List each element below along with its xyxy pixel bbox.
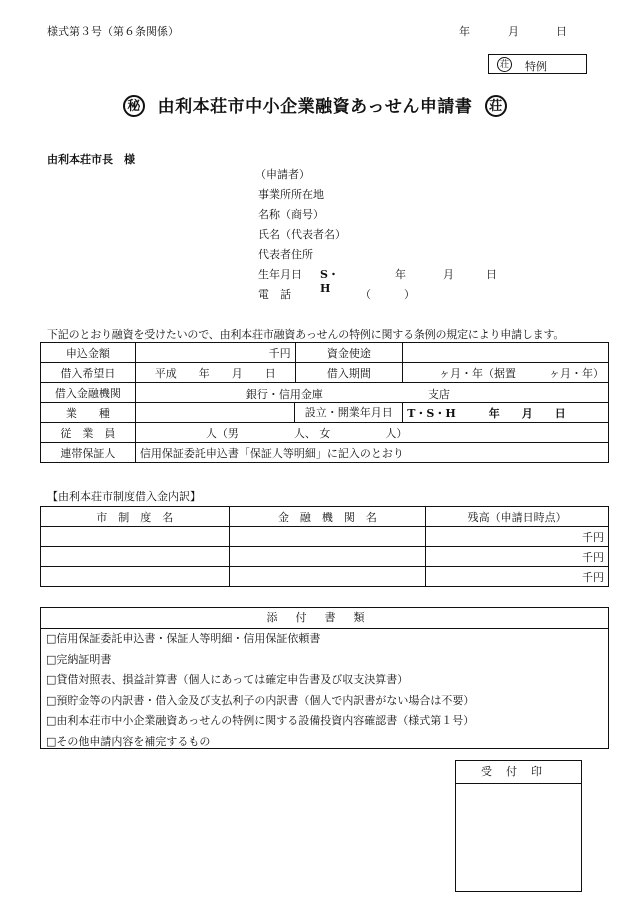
date-period-row — [41, 363, 609, 383]
desired-date-label: 借入希望日 — [41, 363, 136, 383]
secret-mark-icon: 秘 — [123, 95, 145, 117]
loan-bank-cell[interactable] — [229, 547, 426, 567]
attachment-item[interactable]: □その他申請内容を補完するもの — [46, 734, 211, 748]
bank-type: 銀行・信用金庫 — [245, 388, 323, 401]
amount-field[interactable]: 千円 — [135, 343, 295, 363]
loan-name-cell[interactable] — [41, 567, 230, 587]
title-text: 由利本荘市中小企業融資あっせん申請書 — [157, 97, 473, 117]
page-title — [0, 92, 630, 119]
loans-col-bank: 金 融 機 関 名 — [229, 507, 426, 527]
reception-stamp-box — [455, 760, 582, 892]
attachment-item[interactable]: □由利本荘市中小企業融資あっせんの特例に関する設備投資内容確認書（様式第１号） — [46, 714, 475, 727]
sou-mark-icon: 荘 — [497, 57, 512, 72]
loans-header-row — [41, 507, 609, 527]
amount-label: 申込金額 — [41, 343, 136, 363]
industry-label: 業 種 — [41, 403, 136, 423]
phone-label: 電 話 — [258, 288, 291, 301]
loans-col-name: 市 制 度 名 — [41, 507, 230, 527]
desired-date-field[interactable]: 平成 年 月 日 — [135, 363, 295, 383]
attachment-item[interactable]: □預貯金等の内訳書・借入金及び支払利子の内訳書（個人で内訳書がない場合は不要） — [46, 693, 475, 707]
bank-label: 借入金融機関 — [41, 383, 136, 403]
reception-stamp-heading: 受付印 — [456, 761, 581, 784]
birth-day: 日 — [486, 268, 497, 281]
existing-loans-table — [40, 506, 609, 587]
guarantor-label: 連帯保証人 — [41, 443, 136, 463]
industry-row — [41, 403, 609, 423]
form-number: 様式第３号（第６条関係） — [47, 25, 179, 38]
date-month: 月 — [508, 25, 519, 38]
attachment-item[interactable]: □信用保証委託申込書・保証人等明細・信用保証依頼書 — [46, 632, 321, 645]
applicant-address-label: 事業所所在地 — [258, 188, 324, 201]
employees-field[interactable]: 人（男 人、 女 人） — [135, 423, 608, 443]
amount-row — [41, 343, 609, 363]
attachment-item[interactable]: □貸借対照表、損益計算書（個人にあっては確定申告書及び収支決算書） — [46, 673, 409, 686]
loan-balance-cell[interactable]: 千円 — [426, 547, 609, 567]
period-label: 借入期間 — [295, 363, 403, 383]
loan-name-cell[interactable] — [41, 547, 230, 567]
applicant-phone-row — [258, 286, 458, 302]
branch-label: 支店 — [427, 388, 450, 401]
sou-mark-title-icon: 荘 — [485, 95, 507, 117]
birth-month: 月 — [443, 268, 454, 281]
applicant-rep-label: 氏名（代表者名） — [258, 228, 346, 241]
bank-field[interactable] — [135, 383, 608, 403]
birth-label: 生年月日 — [258, 268, 302, 281]
applicant-heading: （申請者） — [255, 168, 310, 181]
tokurei-label: 特例 — [525, 60, 547, 73]
loan-bank-cell[interactable] — [229, 567, 426, 587]
date-day: 日 — [556, 25, 567, 38]
loans-section-heading: 【由利本荘市制度借入金内訳】 — [47, 490, 201, 503]
applicant-rep-address-label: 代表者住所 — [258, 248, 313, 261]
purpose-label: 資金使途 — [295, 343, 403, 363]
guarantor-field[interactable]: 信用保証委託申込書「保証人等明細」に記入のとおり — [135, 443, 608, 463]
birth-year: 年 — [395, 268, 406, 281]
attachment-item[interactable]: □完納証明書 — [46, 652, 112, 666]
addressee: 由利本荘市長 様 — [47, 153, 135, 166]
purpose-field[interactable] — [403, 343, 609, 363]
loans-col-balance: 残高（申請日時点） — [426, 507, 609, 527]
bank-row — [41, 383, 609, 403]
industry-field[interactable] — [135, 403, 402, 423]
employees-row — [41, 423, 609, 443]
attachments-box — [40, 607, 609, 749]
loan-balance-cell[interactable]: 千円 — [426, 567, 609, 587]
phone-paren: （ ） — [360, 288, 415, 301]
tokurei-box — [488, 54, 587, 74]
employees-label: 従 業 員 — [41, 423, 136, 443]
loan-application-table — [40, 342, 609, 463]
table-row — [41, 547, 609, 567]
attachments-heading: 添付書類 — [41, 608, 608, 629]
table-row — [41, 567, 609, 587]
founded-field[interactable]: T・S・H 年 月 日 — [403, 403, 609, 423]
date-year: 年 — [459, 25, 470, 38]
intro-text: 下記のとおり融資を受けたいので、由利本荘市融資あっせんの特例に関する条例の規定により申請します。 — [47, 328, 565, 341]
loan-balance-cell[interactable]: 千円 — [426, 527, 609, 547]
table-row — [41, 527, 609, 547]
period-field[interactable]: ヶ月・年（据置 ヶ月・年） — [403, 363, 609, 383]
applicant-name-label: 名称（商号） — [258, 208, 324, 221]
guarantor-row — [41, 443, 609, 463]
founded-label: 設立・開業年月日 — [294, 403, 402, 422]
loan-name-cell[interactable] — [41, 527, 230, 547]
loan-bank-cell[interactable] — [229, 527, 426, 547]
birth-era: S・H — [320, 268, 339, 295]
